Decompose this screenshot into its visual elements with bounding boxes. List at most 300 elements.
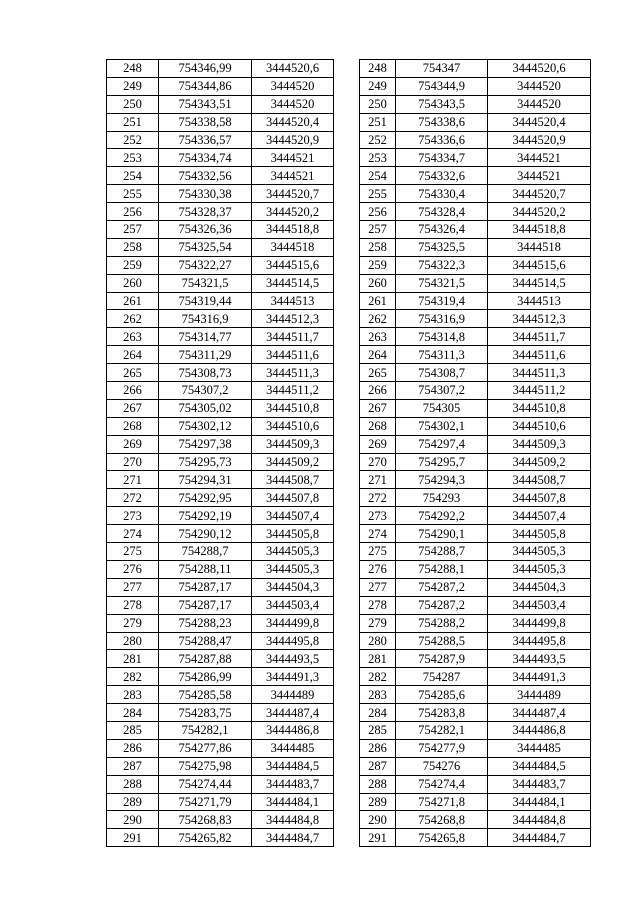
right-x-coordinate-cell: 754326,4 — [396, 221, 488, 239]
left-x-coordinate-cell: 754288,11 — [159, 560, 252, 578]
right-table-row — [360, 721, 591, 739]
left-x-coordinate-cell: 754282,1 — [159, 721, 252, 739]
right-y-coordinate-cell: 3444521 — [488, 167, 591, 185]
right-x-coordinate-cell: 754288,7 — [396, 543, 488, 561]
left-x-coordinate-cell: 754302,12 — [159, 417, 252, 435]
left-x-coordinate-cell: 754330,38 — [159, 185, 252, 203]
right-y-coordinate-cell: 3444495,8 — [488, 632, 591, 650]
left-point-number-cell: 258 — [107, 238, 159, 256]
right-y-coordinate-cell: 3444511,2 — [488, 382, 591, 400]
right-table-row — [360, 131, 591, 149]
right-y-coordinate-cell: 3444489 — [488, 686, 591, 704]
right-y-coordinate-cell: 3444510,8 — [488, 399, 591, 417]
left-x-coordinate-cell: 754275,98 — [159, 757, 252, 775]
left-point-number-cell: 279 — [107, 614, 159, 632]
right-x-coordinate-cell: 754277,9 — [396, 739, 488, 757]
left-point-number-cell: 264 — [107, 346, 159, 364]
left-table-row — [107, 292, 334, 310]
right-x-coordinate-cell: 754287 — [396, 668, 488, 686]
right-x-coordinate-cell: 754311,3 — [396, 346, 488, 364]
left-table-row — [107, 238, 334, 256]
right-point-number-cell: 270 — [360, 453, 396, 471]
right-point-number-cell: 277 — [360, 578, 396, 596]
left-y-coordinate-cell: 3444485 — [252, 739, 334, 757]
right-table-row — [360, 274, 591, 292]
left-y-coordinate-cell: 3444505,8 — [252, 525, 334, 543]
left-y-coordinate-cell: 3444520,7 — [252, 185, 334, 203]
left-table-row — [107, 560, 334, 578]
right-table-row — [360, 95, 591, 113]
left-y-coordinate-cell: 3444511,6 — [252, 346, 334, 364]
left-point-number-cell: 274 — [107, 525, 159, 543]
left-y-coordinate-cell: 3444504,3 — [252, 578, 334, 596]
left-table-row — [107, 829, 334, 847]
right-x-coordinate-cell: 754321,5 — [396, 274, 488, 292]
left-point-number-cell: 252 — [107, 131, 159, 149]
right-y-coordinate-cell: 3444520 — [488, 95, 591, 113]
right-table-row — [360, 739, 591, 757]
right-x-coordinate-cell: 754276 — [396, 757, 488, 775]
right-x-coordinate-cell: 754295,7 — [396, 453, 488, 471]
left-y-coordinate-cell: 3444491,3 — [252, 668, 334, 686]
right-y-coordinate-cell: 3444499,8 — [488, 614, 591, 632]
left-x-coordinate-cell: 754346,99 — [159, 60, 252, 78]
right-point-number-cell: 288 — [360, 775, 396, 793]
right-table-row — [360, 399, 591, 417]
left-y-coordinate-cell: 3444518 — [252, 238, 334, 256]
right-x-coordinate-cell: 754294,3 — [396, 471, 488, 489]
right-point-number-cell: 267 — [360, 399, 396, 417]
right-x-coordinate-cell: 754332,6 — [396, 167, 488, 185]
right-y-coordinate-cell: 3444514,5 — [488, 274, 591, 292]
right-x-coordinate-cell: 754334,7 — [396, 149, 488, 167]
left-x-coordinate-cell: 754322,27 — [159, 256, 252, 274]
left-point-number-cell: 273 — [107, 507, 159, 525]
right-point-number-cell: 283 — [360, 686, 396, 704]
right-y-coordinate-cell: 3444485 — [488, 739, 591, 757]
right-x-coordinate-cell: 754287,2 — [396, 578, 488, 596]
left-table-row — [107, 704, 334, 722]
left-table-row — [107, 399, 334, 417]
left-x-coordinate-cell: 754297,38 — [159, 435, 252, 453]
left-y-coordinate-cell: 3444503,4 — [252, 596, 334, 614]
right-point-number-cell: 260 — [360, 274, 396, 292]
left-y-coordinate-cell: 3444507,4 — [252, 507, 334, 525]
right-table-row — [360, 60, 591, 78]
right-point-number-cell: 248 — [360, 60, 396, 78]
right-x-coordinate-cell: 754305 — [396, 399, 488, 417]
left-point-number-cell: 266 — [107, 382, 159, 400]
left-x-coordinate-cell: 754328,37 — [159, 203, 252, 221]
right-y-coordinate-cell: 3444505,3 — [488, 543, 591, 561]
left-y-coordinate-cell: 3444520,2 — [252, 203, 334, 221]
right-table-row — [360, 77, 591, 95]
right-y-coordinate-cell: 3444505,8 — [488, 525, 591, 543]
right-x-coordinate-cell: 754268,8 — [396, 811, 488, 829]
right-table-row — [360, 614, 591, 632]
right-y-coordinate-cell: 3444511,6 — [488, 346, 591, 364]
right-table-row — [360, 203, 591, 221]
right-table-row — [360, 668, 591, 686]
left-y-coordinate-cell: 3444511,3 — [252, 364, 334, 382]
left-point-number-cell: 282 — [107, 668, 159, 686]
left-y-coordinate-cell: 3444487,4 — [252, 704, 334, 722]
left-table-row — [107, 382, 334, 400]
left-y-coordinate-cell: 3444511,2 — [252, 382, 334, 400]
right-point-number-cell: 250 — [360, 95, 396, 113]
left-x-coordinate-cell: 754332,56 — [159, 167, 252, 185]
left-point-number-cell: 265 — [107, 364, 159, 382]
right-point-number-cell: 263 — [360, 328, 396, 346]
left-point-number-cell: 262 — [107, 310, 159, 328]
left-table-row — [107, 435, 334, 453]
left-table-row — [107, 417, 334, 435]
left-y-coordinate-cell: 3444483,7 — [252, 775, 334, 793]
left-y-coordinate-cell: 3444505,3 — [252, 560, 334, 578]
right-x-coordinate-cell: 754302,1 — [396, 417, 488, 435]
left-y-coordinate-cell: 3444495,8 — [252, 632, 334, 650]
right-y-coordinate-cell: 3444486,8 — [488, 721, 591, 739]
right-y-coordinate-cell: 3444520,7 — [488, 185, 591, 203]
left-x-coordinate-cell: 754290,12 — [159, 525, 252, 543]
right-table-row — [360, 256, 591, 274]
left-table-row — [107, 739, 334, 757]
left-y-coordinate-cell: 3444510,6 — [252, 417, 334, 435]
right-point-number-cell: 275 — [360, 543, 396, 561]
right-x-coordinate-cell: 754274,4 — [396, 775, 488, 793]
right-table-row — [360, 185, 591, 203]
left-point-number-cell: 254 — [107, 167, 159, 185]
right-x-coordinate-cell: 754287,2 — [396, 596, 488, 614]
left-point-number-cell: 270 — [107, 453, 159, 471]
left-x-coordinate-cell: 754268,83 — [159, 811, 252, 829]
right-x-coordinate-cell: 754288,2 — [396, 614, 488, 632]
left-table-row — [107, 113, 334, 131]
left-x-coordinate-cell: 754277,86 — [159, 739, 252, 757]
left-x-coordinate-cell: 754288,47 — [159, 632, 252, 650]
right-table-row — [360, 811, 591, 829]
right-point-number-cell: 268 — [360, 417, 396, 435]
left-x-coordinate-cell: 754285,58 — [159, 686, 252, 704]
right-y-coordinate-cell: 3444513 — [488, 292, 591, 310]
left-x-coordinate-cell: 754305,02 — [159, 399, 252, 417]
left-y-coordinate-cell: 3444484,8 — [252, 811, 334, 829]
left-point-number-cell: 269 — [107, 435, 159, 453]
right-y-coordinate-cell: 3444511,7 — [488, 328, 591, 346]
right-y-coordinate-cell: 3444510,6 — [488, 417, 591, 435]
left-x-coordinate-cell: 754319,44 — [159, 292, 252, 310]
left-y-coordinate-cell: 3444520 — [252, 77, 334, 95]
left-y-coordinate-cell: 3444514,5 — [252, 274, 334, 292]
left-x-coordinate-cell: 754292,95 — [159, 489, 252, 507]
right-y-coordinate-cell: 3444512,3 — [488, 310, 591, 328]
left-point-number-cell: 261 — [107, 292, 159, 310]
left-table-row — [107, 632, 334, 650]
right-point-number-cell: 289 — [360, 793, 396, 811]
left-point-number-cell: 287 — [107, 757, 159, 775]
left-y-coordinate-cell: 3444520,4 — [252, 113, 334, 131]
right-point-number-cell: 281 — [360, 650, 396, 668]
right-point-number-cell: 276 — [360, 560, 396, 578]
right-point-number-cell: 285 — [360, 721, 396, 739]
left-y-coordinate-cell: 3444520,6 — [252, 60, 334, 78]
right-x-coordinate-cell: 754290,1 — [396, 525, 488, 543]
right-y-coordinate-cell: 3444484,8 — [488, 811, 591, 829]
right-x-coordinate-cell: 754343,5 — [396, 95, 488, 113]
right-table-row — [360, 525, 591, 543]
right-point-number-cell: 287 — [360, 757, 396, 775]
left-table-row — [107, 471, 334, 489]
right-x-coordinate-cell: 754271,8 — [396, 793, 488, 811]
left-x-coordinate-cell: 754326,36 — [159, 221, 252, 239]
left-y-coordinate-cell: 3444489 — [252, 686, 334, 704]
right-table-row — [360, 382, 591, 400]
left-point-number-cell: 250 — [107, 95, 159, 113]
left-point-number-cell: 277 — [107, 578, 159, 596]
right-point-number-cell: 253 — [360, 149, 396, 167]
right-point-number-cell: 265 — [360, 364, 396, 382]
right-x-coordinate-cell: 754325,5 — [396, 238, 488, 256]
right-table-row — [360, 829, 591, 847]
right-point-number-cell: 257 — [360, 221, 396, 239]
left-table-row — [107, 346, 334, 364]
right-table-row — [360, 328, 591, 346]
left-table-row — [107, 256, 334, 274]
left-x-coordinate-cell: 754283,75 — [159, 704, 252, 722]
left-table-row — [107, 668, 334, 686]
left-table-row — [107, 274, 334, 292]
left-point-number-cell: 267 — [107, 399, 159, 417]
left-table-row — [107, 721, 334, 739]
right-point-number-cell: 291 — [360, 829, 396, 847]
left-table-row — [107, 650, 334, 668]
right-table-row — [360, 543, 591, 561]
right-y-coordinate-cell: 3444487,4 — [488, 704, 591, 722]
right-point-number-cell: 272 — [360, 489, 396, 507]
left-x-coordinate-cell: 754334,74 — [159, 149, 252, 167]
left-x-coordinate-cell: 754314,77 — [159, 328, 252, 346]
left-table-row — [107, 614, 334, 632]
right-y-coordinate-cell: 3444518 — [488, 238, 591, 256]
left-table-row — [107, 775, 334, 793]
right-point-number-cell: 264 — [360, 346, 396, 364]
right-table-row — [360, 704, 591, 722]
left-x-coordinate-cell: 754287,17 — [159, 578, 252, 596]
right-y-coordinate-cell: 3444520,9 — [488, 131, 591, 149]
right-point-number-cell: 256 — [360, 203, 396, 221]
right-point-number-cell: 278 — [360, 596, 396, 614]
right-point-number-cell: 266 — [360, 382, 396, 400]
left-x-coordinate-cell: 754287,17 — [159, 596, 252, 614]
right-point-number-cell: 286 — [360, 739, 396, 757]
left-x-coordinate-cell: 754271,79 — [159, 793, 252, 811]
right-y-coordinate-cell: 3444520,2 — [488, 203, 591, 221]
right-y-coordinate-cell: 3444483,7 — [488, 775, 591, 793]
right-x-coordinate-cell: 754314,8 — [396, 328, 488, 346]
right-table-row — [360, 596, 591, 614]
left-point-number-cell: 256 — [107, 203, 159, 221]
right-y-coordinate-cell: 3444508,7 — [488, 471, 591, 489]
right-x-coordinate-cell: 754285,6 — [396, 686, 488, 704]
left-coordinate-table — [106, 59, 334, 847]
right-y-coordinate-cell: 3444484,5 — [488, 757, 591, 775]
right-x-coordinate-cell: 754287,9 — [396, 650, 488, 668]
left-point-number-cell: 278 — [107, 596, 159, 614]
right-table-row — [360, 775, 591, 793]
right-y-coordinate-cell: 3444521 — [488, 149, 591, 167]
left-table-row — [107, 95, 334, 113]
left-point-number-cell: 280 — [107, 632, 159, 650]
left-point-number-cell: 272 — [107, 489, 159, 507]
left-table-row — [107, 543, 334, 561]
left-x-coordinate-cell: 754274,44 — [159, 775, 252, 793]
right-point-number-cell: 249 — [360, 77, 396, 95]
left-y-coordinate-cell: 3444486,8 — [252, 721, 334, 739]
left-point-number-cell: 271 — [107, 471, 159, 489]
right-point-number-cell: 254 — [360, 167, 396, 185]
left-point-number-cell: 259 — [107, 256, 159, 274]
right-x-coordinate-cell: 754328,4 — [396, 203, 488, 221]
right-x-coordinate-cell: 754292,2 — [396, 507, 488, 525]
left-point-number-cell: 284 — [107, 704, 159, 722]
left-y-coordinate-cell: 3444505,3 — [252, 543, 334, 561]
left-table-row — [107, 203, 334, 221]
right-x-coordinate-cell: 754336,6 — [396, 131, 488, 149]
left-x-coordinate-cell: 754343,51 — [159, 95, 252, 113]
right-table-row — [360, 793, 591, 811]
left-x-coordinate-cell: 754321,5 — [159, 274, 252, 292]
left-y-coordinate-cell: 3444515,6 — [252, 256, 334, 274]
right-x-coordinate-cell: 754330,4 — [396, 185, 488, 203]
right-y-coordinate-cell: 3444491,3 — [488, 668, 591, 686]
right-x-coordinate-cell: 754338,6 — [396, 113, 488, 131]
left-point-number-cell: 248 — [107, 60, 159, 78]
left-table-row — [107, 131, 334, 149]
right-table-row — [360, 221, 591, 239]
left-y-coordinate-cell: 3444521 — [252, 149, 334, 167]
right-x-coordinate-cell: 754283,8 — [396, 704, 488, 722]
left-point-number-cell: 276 — [107, 560, 159, 578]
right-point-number-cell: 258 — [360, 238, 396, 256]
right-coordinate-table — [359, 59, 591, 847]
right-point-number-cell: 279 — [360, 614, 396, 632]
right-y-coordinate-cell: 3444505,3 — [488, 560, 591, 578]
left-point-number-cell: 251 — [107, 113, 159, 131]
table-gap — [334, 59, 359, 847]
left-x-coordinate-cell: 754307,2 — [159, 382, 252, 400]
right-y-coordinate-cell: 3444509,3 — [488, 435, 591, 453]
left-table-row — [107, 310, 334, 328]
left-table-row — [107, 793, 334, 811]
left-table-row — [107, 77, 334, 95]
left-y-coordinate-cell: 3444520,9 — [252, 131, 334, 149]
right-table-row — [360, 167, 591, 185]
left-x-coordinate-cell: 754311,29 — [159, 346, 252, 364]
right-y-coordinate-cell: 3444503,4 — [488, 596, 591, 614]
right-x-coordinate-cell: 754307,2 — [396, 382, 488, 400]
left-y-coordinate-cell: 3444499,8 — [252, 614, 334, 632]
left-table-row — [107, 167, 334, 185]
right-x-coordinate-cell: 754319,4 — [396, 292, 488, 310]
left-y-coordinate-cell: 3444509,3 — [252, 435, 334, 453]
right-y-coordinate-cell: 3444493,5 — [488, 650, 591, 668]
right-y-coordinate-cell: 3444507,4 — [488, 507, 591, 525]
left-point-number-cell: 289 — [107, 793, 159, 811]
right-table-row — [360, 346, 591, 364]
left-y-coordinate-cell: 3444510,8 — [252, 399, 334, 417]
left-x-coordinate-cell: 754338,58 — [159, 113, 252, 131]
left-table-row — [107, 328, 334, 346]
right-table-row — [360, 417, 591, 435]
left-y-coordinate-cell: 3444484,7 — [252, 829, 334, 847]
left-table-row — [107, 596, 334, 614]
left-point-number-cell: 285 — [107, 721, 159, 739]
left-table-body — [107, 60, 334, 847]
left-x-coordinate-cell: 754292,19 — [159, 507, 252, 525]
right-point-number-cell: 262 — [360, 310, 396, 328]
right-y-coordinate-cell: 3444520 — [488, 77, 591, 95]
left-y-coordinate-cell: 3444521 — [252, 167, 334, 185]
right-point-number-cell: 255 — [360, 185, 396, 203]
right-point-number-cell: 271 — [360, 471, 396, 489]
right-table-row — [360, 310, 591, 328]
right-table-body — [360, 60, 591, 847]
left-point-number-cell: 290 — [107, 811, 159, 829]
right-x-coordinate-cell: 754344,9 — [396, 77, 488, 95]
right-x-coordinate-cell: 754347 — [396, 60, 488, 78]
left-table-row — [107, 185, 334, 203]
left-x-coordinate-cell: 754288,23 — [159, 614, 252, 632]
right-x-coordinate-cell: 754297,4 — [396, 435, 488, 453]
left-y-coordinate-cell: 3444508,7 — [252, 471, 334, 489]
right-x-coordinate-cell: 754288,5 — [396, 632, 488, 650]
right-table-row — [360, 453, 591, 471]
right-point-number-cell: 251 — [360, 113, 396, 131]
left-point-number-cell: 249 — [107, 77, 159, 95]
tables-wrapper — [106, 59, 591, 847]
left-point-number-cell: 268 — [107, 417, 159, 435]
left-point-number-cell: 288 — [107, 775, 159, 793]
left-point-number-cell: 253 — [107, 149, 159, 167]
right-table-row — [360, 238, 591, 256]
right-x-coordinate-cell: 754316,9 — [396, 310, 488, 328]
left-x-coordinate-cell: 754316,9 — [159, 310, 252, 328]
left-table-row — [107, 149, 334, 167]
right-point-number-cell: 273 — [360, 507, 396, 525]
right-y-coordinate-cell: 3444484,1 — [488, 793, 591, 811]
right-x-coordinate-cell: 754288,1 — [396, 560, 488, 578]
left-table-row — [107, 364, 334, 382]
right-x-coordinate-cell: 754322,3 — [396, 256, 488, 274]
right-y-coordinate-cell: 3444507,8 — [488, 489, 591, 507]
right-point-number-cell: 261 — [360, 292, 396, 310]
left-y-coordinate-cell: 3444493,5 — [252, 650, 334, 668]
right-x-coordinate-cell: 754265,8 — [396, 829, 488, 847]
right-table-row — [360, 435, 591, 453]
right-table-row — [360, 149, 591, 167]
left-table-row — [107, 686, 334, 704]
left-y-coordinate-cell: 3444484,5 — [252, 757, 334, 775]
right-point-number-cell: 259 — [360, 256, 396, 274]
right-point-number-cell: 284 — [360, 704, 396, 722]
left-x-coordinate-cell: 754294,31 — [159, 471, 252, 489]
left-table-row — [107, 221, 334, 239]
right-table-row — [360, 757, 591, 775]
right-x-coordinate-cell: 754282,1 — [396, 721, 488, 739]
right-table-row — [360, 489, 591, 507]
left-y-coordinate-cell: 3444511,7 — [252, 328, 334, 346]
left-table-row — [107, 525, 334, 543]
